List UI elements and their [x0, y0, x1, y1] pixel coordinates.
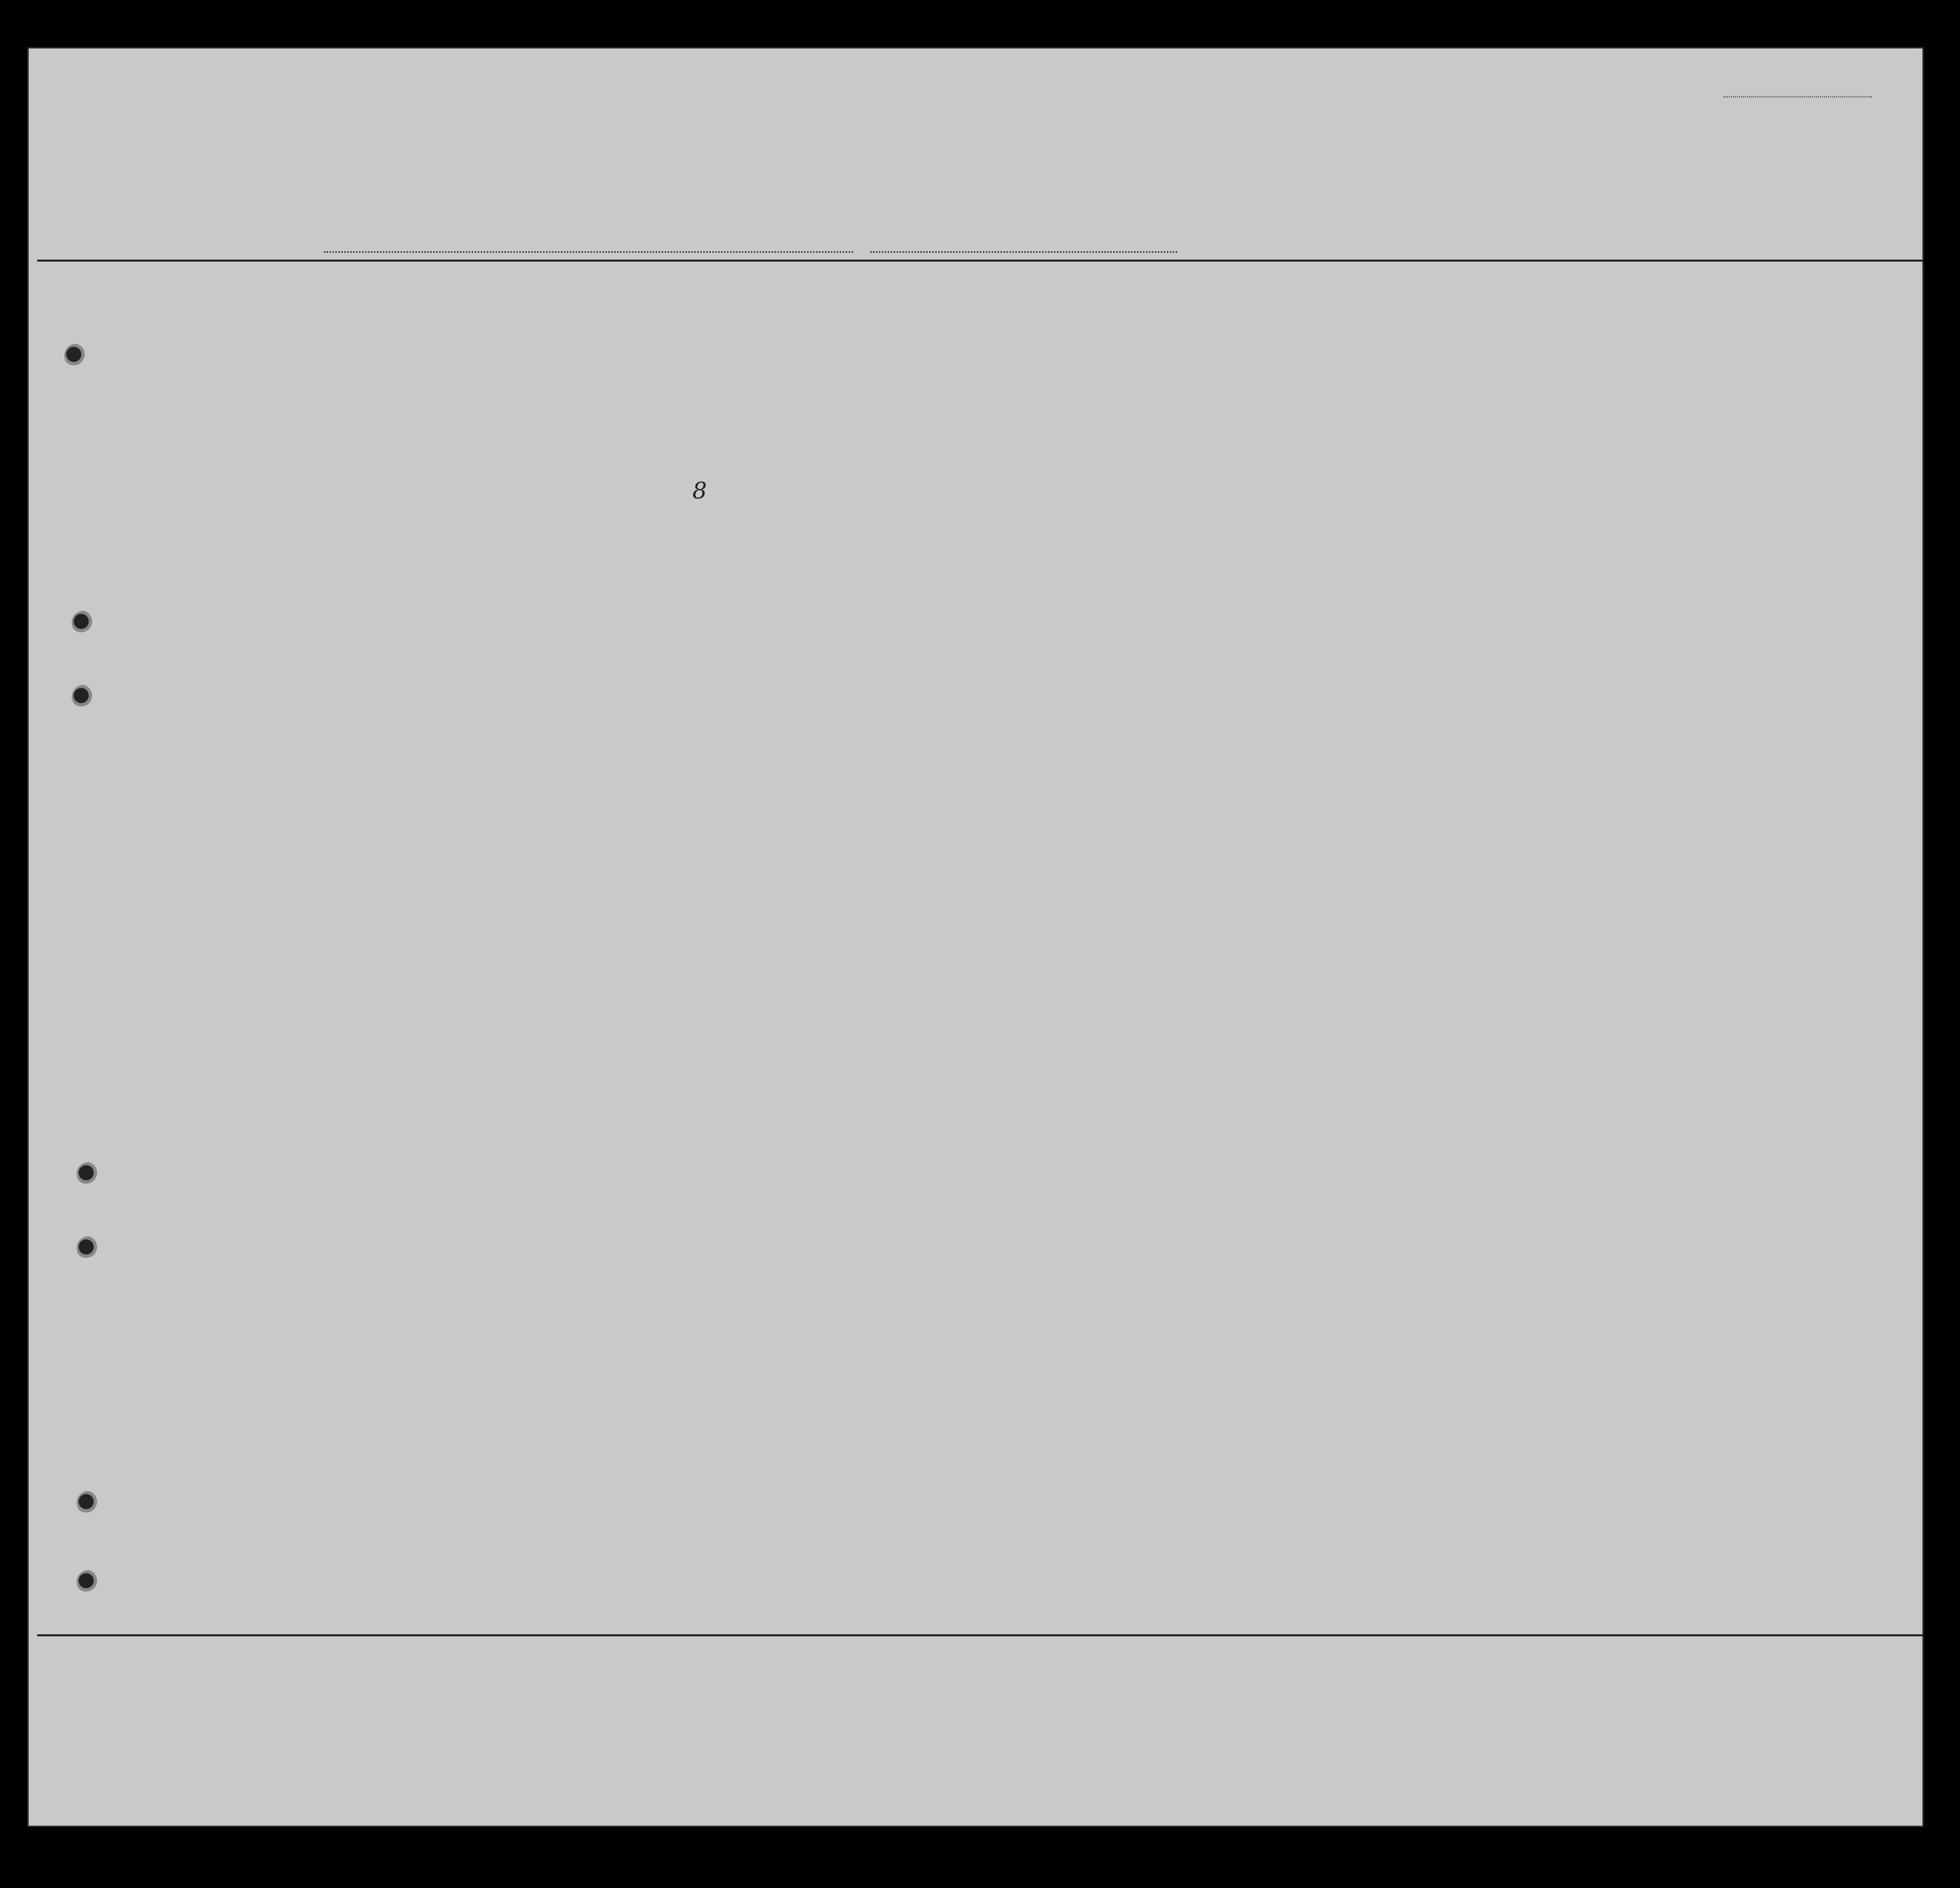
- binder-hole: [72, 685, 95, 709]
- binder-hole: [77, 1162, 100, 1186]
- binder-hole: [77, 1236, 100, 1260]
- handwritten-eight: 8: [692, 477, 707, 504]
- binder-hole: [64, 344, 88, 367]
- binder-hole: [77, 1491, 100, 1515]
- manifest-sheet: [27, 47, 1924, 1827]
- bottom-rule: [37, 1634, 1924, 1636]
- binder-hole: [72, 611, 95, 634]
- table-grid: [27, 47, 1924, 1827]
- binder-hole: [77, 1570, 100, 1594]
